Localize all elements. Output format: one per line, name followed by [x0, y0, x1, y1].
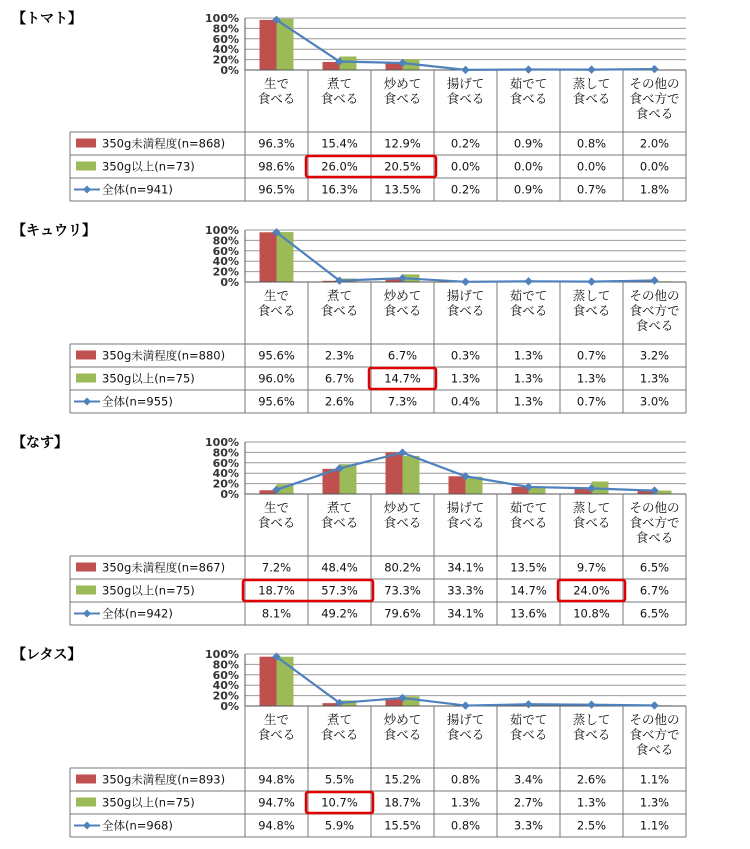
category-label: 食べる [446, 515, 485, 530]
category-label: 食べる [509, 515, 548, 530]
table-cell-value: 96.0% [258, 371, 295, 386]
category-label: 食べ方で [629, 515, 680, 530]
table-cell-value: 2.7% [513, 795, 544, 810]
table-cell-value: 0.8% [450, 818, 481, 833]
table-cell-value: 5.9% [324, 818, 355, 833]
category-label: 食べる [635, 106, 674, 121]
table-cell-value: 0.0% [639, 159, 670, 174]
y-tick-label: 100% [205, 224, 239, 237]
table-cell-value: 0.8% [450, 772, 481, 787]
legend-label: 350g以上(n=75) [102, 371, 195, 386]
line-point-marker [587, 277, 595, 285]
category-label: 食べる [509, 727, 548, 742]
table-cell-value: 20.5% [384, 159, 421, 174]
table-cell-value: 3.3% [513, 818, 544, 833]
legend-label: 350g未満程度(n=868) [102, 136, 226, 151]
table-cell-value: 5.5% [324, 772, 355, 787]
table-cell-value: 1.3% [513, 371, 544, 386]
chart-title: 【キュウリ】 [12, 223, 96, 239]
category-label: 食べる [257, 91, 296, 106]
category-label: 煮て [326, 76, 353, 91]
legend-label: 350g未満程度(n=893) [102, 772, 226, 787]
legend-label: 全体(n=968) [102, 818, 173, 833]
table-cell-value: 3.0% [639, 394, 670, 409]
category-label: 食べる [320, 303, 359, 318]
y-tick-label: 60% [212, 456, 239, 470]
y-tick-label: 80% [212, 22, 239, 36]
category-label: 蒸して [572, 500, 611, 515]
category-label: 炒めて [383, 500, 422, 515]
table-cell-value: 79.6% [384, 606, 421, 621]
category-label: 食べ方で [629, 91, 680, 106]
legend-key [76, 775, 96, 784]
category-label: その他の [629, 712, 680, 727]
category-label: 食べる [635, 742, 674, 757]
bar-under-350g [260, 232, 277, 282]
table-cell-value: 0.7% [576, 182, 607, 197]
table-cell-value: 18.7% [384, 795, 421, 810]
category-label: 食べる [509, 303, 548, 318]
y-tick-label: 0% [220, 488, 239, 501]
category-label: 炒めて [383, 76, 422, 91]
table-cell-value: 1.3% [513, 394, 544, 409]
bar-over-350g [340, 56, 357, 70]
legend-key [76, 162, 96, 171]
legend-label: 全体(n=942) [102, 606, 173, 621]
category-label: 揚げて [446, 288, 485, 303]
category-label: 生で [263, 76, 290, 91]
category-label: 食べる [572, 727, 611, 742]
category-label: 煮て [326, 712, 353, 727]
chart-svg [0, 0, 750, 212]
chart-svg [0, 636, 750, 848]
table-cell-value: 6.7% [387, 348, 418, 363]
table-cell-value: 2.6% [576, 772, 607, 787]
y-tick-label: 20% [212, 53, 239, 67]
table-cell-value: 94.8% [258, 772, 295, 787]
legend-label: 350g未満程度(n=880) [102, 348, 226, 363]
y-tick-label: 80% [212, 234, 239, 248]
category-label: 食べる [383, 91, 422, 106]
table-cell-value: 12.9% [384, 136, 421, 151]
category-label: 茹でて [509, 500, 548, 515]
table-cell-value: 1.3% [639, 795, 670, 810]
table-cell-value: 6.5% [639, 606, 670, 621]
table-cell-value: 95.6% [258, 348, 295, 363]
bar-under-350g [260, 20, 277, 70]
category-label: 食べる [320, 515, 359, 530]
line-point-marker [461, 278, 469, 286]
category-label: 食べる [383, 727, 422, 742]
line-point-marker [524, 277, 532, 285]
y-tick-label: 40% [212, 467, 239, 481]
table-cell-value: 7.3% [387, 394, 418, 409]
category-label: 食べる [320, 91, 359, 106]
table-cell-value: 1.8% [639, 182, 670, 197]
legend-label: 350g以上(n=73) [102, 159, 195, 174]
table-cell-value: 80.2% [384, 560, 421, 575]
y-tick-label: 100% [205, 12, 239, 25]
category-label: 食べる [383, 515, 422, 530]
table-cell-value: 16.3% [321, 182, 358, 197]
category-label: その他の [629, 500, 680, 515]
category-label: 揚げて [446, 712, 485, 727]
category-label: 炒めて [383, 712, 422, 727]
table-cell-value: 0.9% [513, 136, 544, 151]
y-tick-label: 0% [220, 276, 239, 289]
table-cell-value: 2.6% [324, 394, 355, 409]
line-point-marker [587, 701, 595, 709]
table-cell-value: 94.8% [258, 818, 295, 833]
chart-svg [0, 212, 750, 424]
table-cell-value: 9.7% [576, 560, 607, 575]
y-tick-label: 60% [212, 668, 239, 682]
y-tick-label: 20% [212, 477, 239, 491]
chart-title: 【なす】 [12, 435, 68, 451]
table-cell-value: 13.6% [510, 606, 547, 621]
category-label: 食べる [446, 727, 485, 742]
y-tick-label: 40% [212, 43, 239, 57]
bar-over-350g [403, 456, 420, 494]
table-cell-value: 34.1% [447, 606, 484, 621]
chart-title: 【トマト】 [12, 11, 82, 27]
table-cell-value: 1.1% [639, 818, 670, 833]
table-cell-value: 2.3% [324, 348, 355, 363]
table-cell-value: 2.5% [576, 818, 607, 833]
legend-key [76, 374, 96, 383]
table-cell-value: 14.7% [510, 583, 547, 598]
table-cell-value: 1.3% [450, 371, 481, 386]
category-label: 食べ方で [629, 303, 680, 318]
line-point-marker [650, 276, 658, 284]
y-tick-label: 40% [212, 679, 239, 693]
table-cell-value: 0.8% [576, 136, 607, 151]
line-point-marker [650, 65, 658, 73]
table-cell-value: 7.2% [261, 560, 292, 575]
y-tick-label: 60% [212, 244, 239, 258]
y-tick-label: 40% [212, 255, 239, 269]
table-cell-value: 98.6% [258, 159, 295, 174]
y-tick-label: 100% [205, 436, 239, 449]
table-cell-value: 48.4% [321, 560, 358, 575]
table-cell-value: 33.3% [447, 583, 484, 598]
y-tick-label: 0% [220, 64, 239, 77]
line-point-marker [461, 66, 469, 74]
category-label: 食べる [446, 91, 485, 106]
line-point-marker [650, 701, 658, 709]
table-cell-value: 10.7% [321, 795, 358, 810]
table-cell-value: 0.7% [576, 394, 607, 409]
bar-under-350g [386, 452, 403, 494]
table-cell-value: 1.3% [450, 795, 481, 810]
table-cell-value: 0.0% [450, 159, 481, 174]
y-tick-label: 80% [212, 446, 239, 460]
category-label: その他の [629, 288, 680, 303]
line-series-all [277, 232, 655, 282]
table-cell-value: 0.2% [450, 136, 481, 151]
table-cell-value: 13.5% [384, 182, 421, 197]
table-cell-value: 8.1% [261, 606, 292, 621]
category-label: 食べる [257, 303, 296, 318]
table-cell-value: 0.9% [513, 182, 544, 197]
category-label: 生で [263, 712, 290, 727]
category-label: 炒めて [383, 288, 422, 303]
legend-key [76, 586, 96, 595]
bar-under-350g [260, 657, 277, 706]
category-label: 食べ方で [629, 727, 680, 742]
legend-key-marker [83, 610, 91, 618]
table-cell-value: 34.1% [447, 560, 484, 575]
legend-label: 全体(n=955) [102, 394, 173, 409]
table-cell-value: 13.5% [510, 560, 547, 575]
table-cell-value: 15.4% [321, 136, 358, 151]
category-label: 煮て [326, 288, 353, 303]
legend-key [76, 563, 96, 572]
y-tick-label: 80% [212, 658, 239, 672]
table-cell-value: 15.5% [384, 818, 421, 833]
table-cell-value: 1.3% [639, 371, 670, 386]
table-cell-value: 0.2% [450, 182, 481, 197]
table-cell-value: 0.7% [576, 348, 607, 363]
category-label: 食べる [572, 303, 611, 318]
y-tick-label: 100% [205, 648, 239, 661]
table-cell-value: 24.0% [573, 583, 610, 598]
table-cell-value: 3.4% [513, 772, 544, 787]
table-cell-value: 73.3% [384, 583, 421, 598]
category-label: その他の [629, 76, 680, 91]
table-cell-value: 15.2% [384, 772, 421, 787]
table-cell-value: 0.0% [576, 159, 607, 174]
category-label: 食べる [446, 303, 485, 318]
legend-label: 全体(n=941) [102, 182, 173, 197]
category-label: 食べる [572, 515, 611, 530]
y-tick-label: 60% [212, 32, 239, 46]
y-tick-label: 0% [220, 700, 239, 713]
table-cell-value: 0.3% [450, 348, 481, 363]
category-label: 食べる [383, 303, 422, 318]
legend-key [76, 351, 96, 360]
category-label: 揚げて [446, 500, 485, 515]
line-point-marker [461, 701, 469, 709]
line-point-marker [524, 700, 532, 708]
chart-svg [0, 424, 750, 636]
category-label: 食べる [572, 91, 611, 106]
category-label: 茹でて [509, 76, 548, 91]
table-cell-value: 49.2% [321, 606, 358, 621]
bar-under-350g [449, 476, 466, 494]
table-cell-value: 10.8% [573, 606, 610, 621]
table-cell-value: 6.7% [639, 583, 670, 598]
category-label: 食べる [320, 727, 359, 742]
table-cell-value: 3.2% [639, 348, 670, 363]
table-cell-value: 96.3% [258, 136, 295, 151]
table-cell-value: 57.3% [321, 583, 358, 598]
category-label: 食べる [635, 530, 674, 545]
category-label: 揚げて [446, 76, 485, 91]
category-label: 茹でて [509, 288, 548, 303]
legend-label: 350g以上(n=75) [102, 583, 195, 598]
table-cell-value: 96.5% [258, 182, 295, 197]
table-cell-value: 6.7% [324, 371, 355, 386]
table-cell-value: 1.3% [576, 795, 607, 810]
legend-label: 350g未満程度(n=867) [102, 560, 226, 575]
table-cell-value: 0.0% [513, 159, 544, 174]
legend-label: 350g以上(n=75) [102, 795, 195, 810]
line-point-marker [524, 65, 532, 73]
legend-key-marker [83, 398, 91, 406]
category-label: 蒸して [572, 712, 611, 727]
category-label: 生で [263, 500, 290, 515]
table-cell-value: 94.7% [258, 795, 295, 810]
bar-under-350g [323, 62, 340, 70]
table-cell-value: 6.5% [639, 560, 670, 575]
line-point-marker [587, 65, 595, 73]
y-tick-label: 20% [212, 689, 239, 703]
legend-key [76, 798, 96, 807]
table-cell-value: 2.0% [639, 136, 670, 151]
legend-key-marker [83, 822, 91, 830]
legend-key [76, 139, 96, 148]
table-cell-value: 18.7% [258, 583, 295, 598]
category-label: 生で [263, 288, 290, 303]
category-label: 食べる [257, 515, 296, 530]
category-label: 食べる [509, 91, 548, 106]
table-cell-value: 1.1% [639, 772, 670, 787]
table-cell-value: 14.7% [384, 371, 421, 386]
category-label: 煮て [326, 500, 353, 515]
category-label: 茹でて [509, 712, 548, 727]
table-cell-value: 1.3% [576, 371, 607, 386]
table-cell-value: 26.0% [321, 159, 358, 174]
table-cell-value: 0.4% [450, 394, 481, 409]
legend-key-marker [83, 186, 91, 194]
category-label: 食べる [257, 727, 296, 742]
chart-title: 【レタス】 [12, 647, 82, 663]
table-cell-value: 1.3% [513, 348, 544, 363]
category-label: 食べる [635, 318, 674, 333]
category-label: 蒸して [572, 76, 611, 91]
y-tick-label: 20% [212, 265, 239, 279]
table-cell-value: 95.6% [258, 394, 295, 409]
category-label: 蒸して [572, 288, 611, 303]
